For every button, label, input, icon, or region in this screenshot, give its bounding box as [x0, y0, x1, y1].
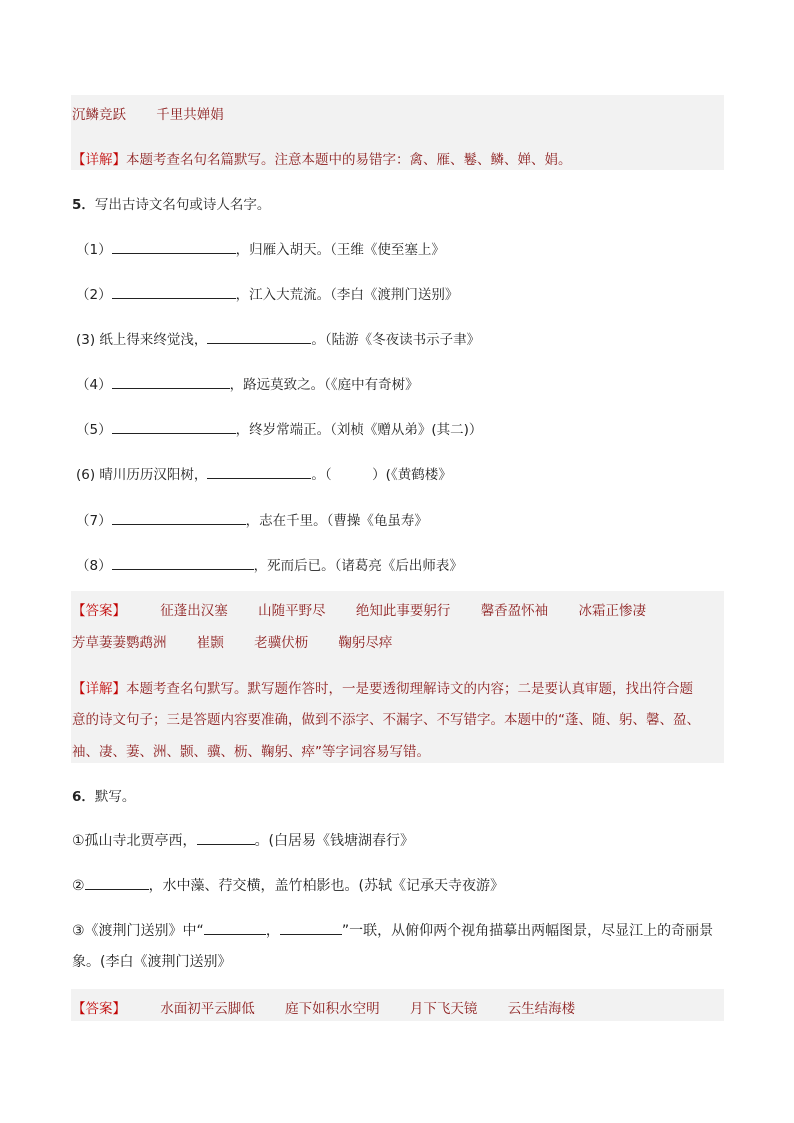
- item-prefix: (3) 纸上得来终觉浅，: [76, 332, 208, 348]
- answer-blank[interactable]: [112, 239, 236, 254]
- answer-blank[interactable]: [207, 464, 311, 479]
- detail-line-1: [72, 148, 572, 168]
- item-prefix: ②: [72, 878, 85, 894]
- item-suffix: ，死而后已。（诸葛亮《后出师表》: [253, 558, 463, 574]
- q5-detail-line-2: [72, 708, 700, 728]
- q5-answer-row-1: [72, 599, 646, 619]
- item-prefix: （2）: [76, 287, 112, 303]
- q6-item-3: [72, 920, 713, 940]
- answer-item: 鞠躬尽瘁: [338, 635, 393, 651]
- answer-item: 月下飞天镜: [409, 1001, 478, 1017]
- question-title: 默写。: [94, 789, 136, 805]
- answer-blank[interactable]: [112, 284, 236, 299]
- answer-item: 冰霜正惨凄: [578, 603, 646, 619]
- answer-line-1: [72, 103, 224, 123]
- item-suffix: ，终岁常端正。（刘桢《赠从弟》(其二)）: [235, 422, 483, 438]
- detail-text: 本题考查名句默写。默写题作答时，一是要透彻理解诗文的内容；二是要认真审题，找出符合题: [126, 681, 693, 697]
- answer-label: 【答案】: [72, 1001, 126, 1017]
- answer-blank[interactable]: [207, 329, 311, 344]
- detail-text: 本题考查名句名篇默写。注意本题中的易错字：禽、雁、鬈、鳞、婵、娟。: [126, 152, 572, 168]
- answer-blank[interactable]: [85, 875, 149, 890]
- question-title: 写出古诗文名句或诗人名字。: [94, 197, 271, 213]
- answer-item: 芳草萋萋鹦鹉洲: [72, 635, 167, 651]
- q5-item-3: [76, 328, 480, 348]
- answer-item: 沉鳞竞跃: [72, 107, 126, 123]
- item-prefix: （1）: [76, 242, 112, 258]
- answer-label: 【答案】: [72, 603, 126, 619]
- answer-item: 绝知此事要躬行: [355, 603, 451, 619]
- item-prefix: ③《渡荆门送别》中“: [72, 923, 204, 939]
- answer-blank[interactable]: [112, 510, 246, 525]
- item-suffix: ，水中藻、荇交横，盖竹柏影也。(苏轼《记承天寺夜游》: [148, 878, 505, 894]
- detail-label: 【详解】: [72, 152, 126, 168]
- question-number: 5．: [72, 197, 95, 213]
- answer-item: 征蓬出汉塞: [160, 603, 228, 619]
- q6-item-1: [72, 830, 414, 850]
- answer-item: 山随平野尽: [258, 603, 326, 619]
- q5-item-8: [76, 554, 463, 574]
- q5-detail-line-3: [72, 740, 430, 760]
- question-5-title: [72, 193, 270, 213]
- question-6-title: [72, 785, 135, 805]
- item-suffix: ，归雁入胡天。（王维《使至塞上》: [235, 242, 445, 258]
- detail-text: 袖、凄、萋、洲、颢、骥、枥、鞠躬、瘁”等字词容易写错。: [72, 744, 430, 760]
- answer-item: 千里共婵娟: [156, 107, 224, 123]
- answer-item: 崔颢: [196, 635, 224, 651]
- item-prefix: （7）: [76, 513, 112, 529]
- item-suffix: 。（ ）(《黄鹤楼》: [311, 467, 452, 483]
- answer-item: 庭下如积水空明: [285, 1001, 380, 1017]
- item-suffix: 。（陆游《冬夜读书示子聿》: [311, 332, 481, 348]
- answer-blank[interactable]: [112, 555, 254, 570]
- q5-detail-line-1: [72, 677, 693, 697]
- item-suffix: ，江入大荒流。（李白《渡荆门送别》: [235, 287, 459, 303]
- q5-item-1: [76, 238, 445, 258]
- answer-blank[interactable]: [112, 419, 236, 434]
- q5-item-2: [76, 283, 458, 303]
- item-suffix: ，志在千里。（曹操《龟虽寿》: [245, 513, 428, 529]
- answer-item: 云生结海楼: [507, 1001, 576, 1017]
- item-separator: ，: [265, 923, 280, 939]
- question-number: 6．: [72, 789, 95, 805]
- answer-item: 老骥伏枥: [254, 635, 309, 651]
- item-prefix: (6) 晴川历历汉阳树，: [76, 467, 208, 483]
- item-prefix: （4）: [76, 377, 112, 393]
- detail-text: 意的诗文句子；三是答题内容要准确，做到不添字、不漏字、不写错字。本题中的“蓬、随、躬、馨、盈、: [72, 712, 700, 728]
- answer-blank[interactable]: [204, 920, 266, 935]
- q6-item-2: [72, 875, 504, 895]
- item-prefix: ①孤山寺北贾亭西，: [72, 833, 197, 849]
- answer-item: 水面初平云脚低: [160, 1001, 255, 1017]
- q5-item-5: [76, 418, 482, 438]
- answer-blank[interactable]: [112, 374, 230, 389]
- item-suffix: 。(白居易《钱塘湖春行》: [254, 833, 415, 849]
- q6-answer-row: [72, 997, 575, 1017]
- q5-item-6: [76, 463, 452, 483]
- item-suffix: ，路远莫致之。（《庭中有奇树》: [229, 377, 419, 393]
- q6-item-3-cont: [72, 951, 231, 971]
- detail-label: 【详解】: [72, 681, 126, 697]
- q5-item-7: [76, 509, 428, 529]
- item-suffix: ”一联，从俯仰两个视角描摹出两幅图景，尽显江上的奇丽景: [341, 923, 714, 939]
- item-continuation: 象。(李白《渡荆门送别》: [72, 954, 232, 970]
- answer-item: 馨香盈怀袖: [480, 603, 549, 619]
- answer-blank[interactable]: [197, 830, 255, 845]
- answer-blank[interactable]: [280, 920, 342, 935]
- q5-answer-row-2: [72, 631, 392, 651]
- q5-item-4: [76, 373, 419, 393]
- item-prefix: （8）: [76, 558, 112, 574]
- item-prefix: （5）: [76, 422, 112, 438]
